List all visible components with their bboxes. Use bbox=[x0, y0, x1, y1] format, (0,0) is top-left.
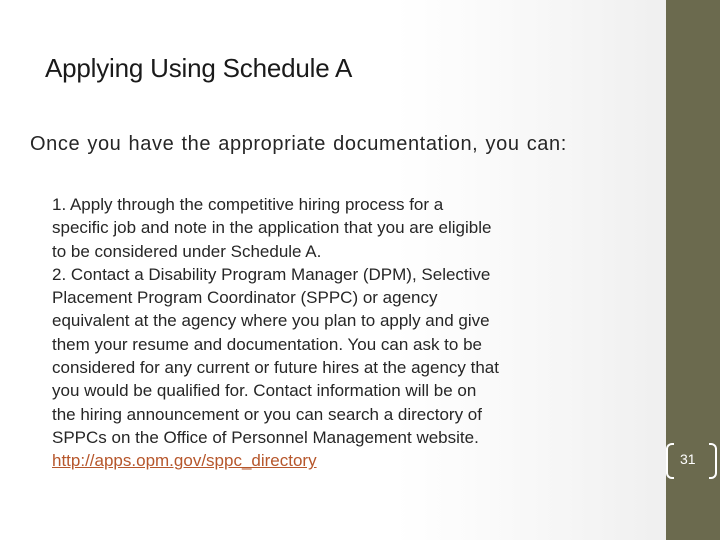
list-item-line: the hiring announcement or you can search a directory of bbox=[52, 404, 482, 424]
link-line bbox=[52, 449, 642, 472]
list-item-line: considered for any current or future hires at the agency that bbox=[52, 358, 499, 378]
slide-number bbox=[666, 443, 706, 477]
list-item-line: to be considered under Schedule A. bbox=[52, 241, 322, 261]
list-item-line: 1. Apply through the competitive hiring process for a bbox=[52, 195, 444, 214]
list-item-line: Placement Program Coordinator (SPPC) or agency bbox=[52, 288, 438, 308]
list-item-line: specific job and note in the application that you are eligible bbox=[52, 218, 492, 238]
list-item-line: equivalent at the agency where you plan to apply and give bbox=[52, 311, 490, 331]
slide-title: Applying Using Schedule A bbox=[45, 53, 353, 83]
list-item-line: you would be qualified for. Contact information will be on bbox=[52, 381, 477, 401]
list-item-1 bbox=[52, 193, 642, 263]
left-bracket-icon bbox=[666, 443, 674, 479]
numbered-list bbox=[52, 193, 642, 473]
list-item-line: SPPCs on the Office of Personnel Management website. bbox=[52, 427, 479, 447]
slide-number-text: 31 bbox=[680, 451, 696, 467]
sppc-directory-link[interactable]: http://apps.opm.gov/sppc_directory bbox=[52, 451, 317, 471]
intro-text: Once you have the appropriate documentation, you can: bbox=[30, 133, 567, 155]
right-bracket-icon bbox=[709, 443, 717, 479]
list-item-2 bbox=[52, 263, 642, 473]
list-item-line: them your resume and documentation. You can ask to be bbox=[52, 334, 482, 354]
list-item-line: 2. Contact a Disability Program Manager (DPM), Selective bbox=[52, 264, 491, 284]
